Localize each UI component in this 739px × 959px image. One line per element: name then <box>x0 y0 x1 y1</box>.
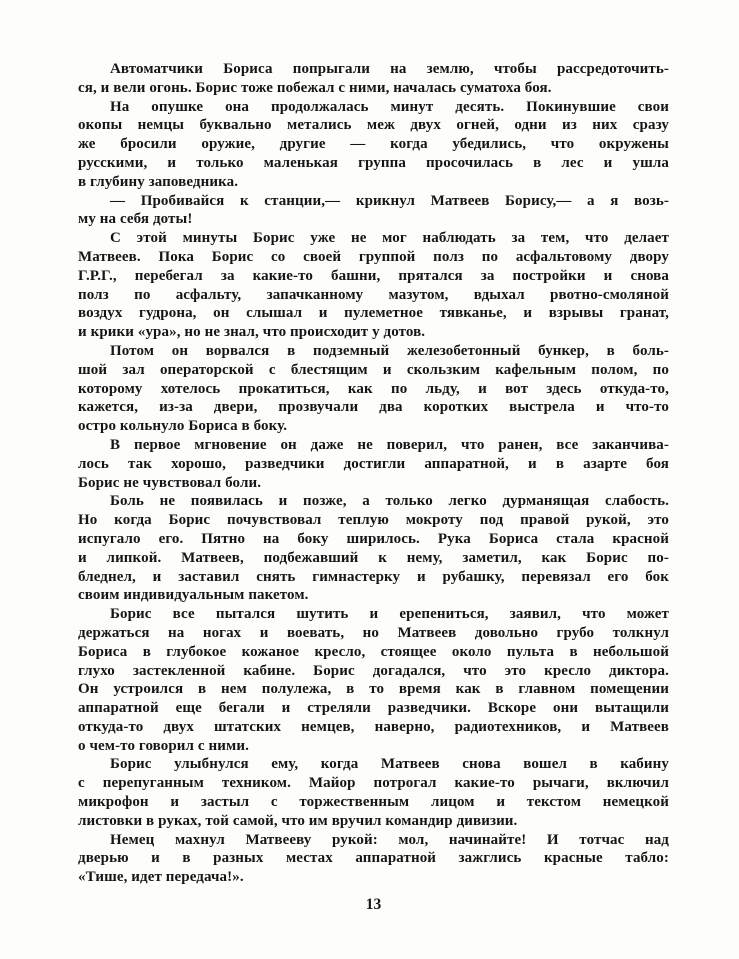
text-line: же бросили оружие, другие — когда убедились, что окружены <box>78 136 669 153</box>
text-line: му на себя доты! <box>78 211 193 228</box>
text-line: Борис улыбнулся ему, когда Матвеев снова вошел в кабину <box>110 756 669 773</box>
text-line: Автоматчики Бориса попрыгали на землю, чтобы рассредоточить- <box>110 61 669 77</box>
text-line: воздух гудрона, он слышал и пулеметное тявканье, и взрывы гранат, <box>78 305 669 322</box>
text-line: глухо застекленной кабине. Борис догадался, что это кресло диктора. <box>78 662 669 679</box>
text-line: шой зал операторской с блестящим и скользким кафельным полом, по <box>78 361 669 378</box>
text-line: дверью и в разных местах аппаратной зажглись красные табло: <box>78 850 669 867</box>
paragraph <box>78 192 669 230</box>
text-line: микрофон и застыл с торжественным лицом и текстом немецкой <box>78 794 669 811</box>
text-line: Борис все пытался шутить и ерепениться, заявил, что может <box>110 606 669 623</box>
paragraph <box>78 831 669 887</box>
text-line: Матвеев. Пока Борис со своей группой полз по асфальтовому двору <box>78 248 669 265</box>
text-line: окопы немцы буквально метались меж двух огней, одни из них сразу <box>78 117 669 134</box>
paragraph <box>78 98 669 192</box>
text-line: и крики «ура», но не знал, что происходит у дотов. <box>78 324 426 341</box>
text-line: испугало его. Пятно на боку ширилось. Рука Бориса стала красной <box>78 530 669 547</box>
text-block <box>78 60 669 887</box>
text-line: Немец махнул Матвееву рукой: мол, начинайте! И тотчас над <box>110 831 669 848</box>
text-line: Борис не чувствовал боли. <box>78 474 262 491</box>
text-line: аппаратной еще бегали и стреляли разведчики. Вскоре они вытащили <box>78 700 669 717</box>
text-line: — Пробивайся к станции,— крикнул Матвеев Борису,— а я возь- <box>110 192 669 209</box>
text-line: полз по асфальту, запачканному мазутом, вдыхал рвотно-смоляной <box>78 286 669 303</box>
text-line: о чем-то говорил с ними. <box>78 737 249 754</box>
text-line: которому хотелось прокатиться, как по льду, и вот здесь откуда-то, <box>78 380 669 397</box>
text-line: Г.Р.Г., перебегал за какие-то башни, прятался за постройки и снова <box>78 267 669 284</box>
paragraph <box>78 229 669 342</box>
text-line: остро кольнуло Бориса в боку. <box>78 418 288 435</box>
paragraph <box>78 342 669 436</box>
text-line: откуда-то двух штатских немцев, наверно, радиотехников, и Матвеев <box>78 718 669 735</box>
text-line: в глубину заповедника. <box>78 173 239 190</box>
text-line: С этой минуты Борис уже не мог наблюдать за тем, что делает <box>110 230 669 247</box>
text-line: бледнел, и заставил снять гимнастерку и рубашку, перевязал его бок <box>78 568 669 585</box>
text-line: «Тише, идет передача!». <box>78 869 244 886</box>
text-line: В первое мгновение он даже не поверил, что ранен, все заканчива- <box>110 436 669 453</box>
text-line: Бориса в глубокое кожаное кресло, стоящее около пульта в небольшой <box>78 643 669 660</box>
text-line: и липкой. Матвеев, подбежавший к нему, заметил, как Борис по- <box>78 549 669 566</box>
paragraph <box>78 60 669 98</box>
text-line: русскими, и только маленькая группа просочилась в лес и ушла <box>78 154 669 171</box>
text-line: Боль не появилась и позже, а только легко дурманящая слабость. <box>110 493 669 510</box>
text-line: Потом он ворвался в подземный железобетонный бункер, в боль- <box>110 342 669 359</box>
text-line: лось так хорошо, разведчики достигли аппаратной, и в азарте боя <box>78 455 669 472</box>
page-number: 13 <box>365 896 382 913</box>
paragraph <box>78 755 669 830</box>
text-line: Но когда Борис почувствовал теплую мокроту под правой рукой, это <box>78 512 669 529</box>
text-line: с перепуганным техником. Майор потрогал какие-то рычаги, включил <box>78 775 669 792</box>
text-line: своим индивидуальным пакетом. <box>78 587 309 604</box>
text-line: ся, и вели огонь. Борис тоже побежал с ними, началась суматоха боя. <box>78 79 552 96</box>
text-line: кажется, из-за двери, прозвучали два коротких выстрела и что-то <box>78 399 669 416</box>
text-line: Он устроился в нем полулежа, в то время как в главном помещении <box>78 681 669 698</box>
paragraph <box>78 492 669 605</box>
text-line: держаться на ногах и воевать, но Матвеев довольно грубо толкнул <box>78 624 669 641</box>
text-line: На опушке она продолжалась минут десять. Покинувшие свои <box>110 98 669 115</box>
paragraph <box>78 436 669 492</box>
paragraph <box>78 605 669 755</box>
text-line: листовки в руках, той самой, что им вручил командир дивизии. <box>78 812 518 829</box>
